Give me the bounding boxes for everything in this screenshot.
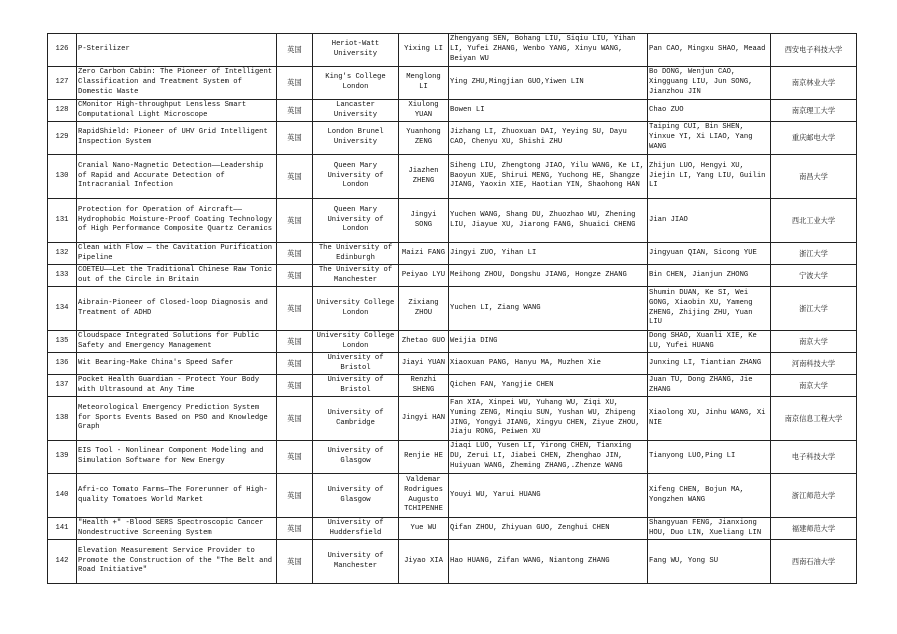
university-cell: The University of Manchester	[313, 265, 399, 287]
chinese-university-cell: 西北工业大学	[771, 199, 857, 243]
advisors-cell: Junxing LI, Tiantian ZHANG	[648, 353, 771, 375]
table-row	[48, 353, 857, 375]
university-cell: University of Manchester	[313, 540, 399, 584]
advisors-cell: Xiaolong XU, Jinhu WANG, Xi NIE	[648, 397, 771, 441]
university-cell: Heriot-Watt University	[313, 34, 399, 67]
table-row	[48, 540, 857, 584]
row-number-cell: 140	[48, 474, 77, 518]
country-cell: 英国	[277, 122, 313, 155]
team-members-cell: Fan XIA, Xinpei WU, Yuhang WU, Ziqi XU, Yuming ZENG, Minqiu SUN, Yushan WU, Zhipeng JING, Yongyi JIANG, Xingyu CHEN, Ziyue ZHOU, Jiaju RONG, Peiwen XU	[449, 397, 648, 441]
country-cell: 英国	[277, 67, 313, 100]
advisors-cell: Fang WU, Yong SU	[648, 540, 771, 584]
country-cell: 英国	[277, 441, 313, 474]
row-number-cell: 130	[48, 155, 77, 199]
project-table	[47, 33, 857, 584]
row-number-cell: 135	[48, 331, 77, 353]
project-title-cell: Cloudspace Integrated Solutions for Public Safety and Emergency Management	[77, 331, 277, 353]
project-title-cell: P-Sterilizer	[77, 34, 277, 67]
chinese-university-cell: 南昌大学	[771, 155, 857, 199]
project-title-cell: "Health +" -Blood SERS Spectroscopic Cancer Nondestructive Screening System	[77, 518, 277, 540]
advisors-cell: Chao ZUO	[648, 100, 771, 122]
team-members-cell: Jizhang LI, Zhuoxuan DAI, Yeying SU, Dayu CAO, Chenyu XU, Shishi ZHU	[449, 122, 648, 155]
university-cell: King's College London	[313, 67, 399, 100]
advisors-cell: Pan CAO, Mingxu SHAO, Meaad	[648, 34, 771, 67]
university-cell: University of Bristol	[313, 353, 399, 375]
table-row	[48, 518, 857, 540]
team-leader-cell: Renzhi SHENG	[399, 375, 449, 397]
team-members-cell: Meihong ZHOU, Dongshu JIANG, Hongze ZHANG	[449, 265, 648, 287]
project-title-cell: Pocket Health Guardian - Protect Your Body with Ultrasound at Any Time	[77, 375, 277, 397]
university-cell: University of Bristol	[313, 375, 399, 397]
advisors-cell: Jingyuan QIAN, Sicong YUE	[648, 243, 771, 265]
team-members-cell: Qifan ZHOU, Zhiyuan GUO, Zenghui CHEN	[449, 518, 648, 540]
team-members-cell: Zhengyang SEN, Bohang LIU, Siqiu LIU, Yihan LI, Yufei ZHANG, Wenbo YANG, Xinyu WANG, Beiyan WU	[449, 34, 648, 67]
university-cell: Lancaster University	[313, 100, 399, 122]
chinese-university-cell: 南京大学	[771, 331, 857, 353]
project-title-cell: Protection for Operation of Aircraft——Hydrophobic Moisture-Proof Coating Technology of High Performance Composite Quartz Ceramics	[77, 199, 277, 243]
project-title-cell: Clean with Flow — the Cavitation Purification Pipeline	[77, 243, 277, 265]
project-title-cell: Cranial Nano-Magnetic Detection——Leadership of Rapid and Accurate Detection of Intracranial Infection	[77, 155, 277, 199]
row-number-cell: 137	[48, 375, 77, 397]
row-number-cell: 126	[48, 34, 77, 67]
row-number-cell: 132	[48, 243, 77, 265]
team-leader-cell: Yuanhong ZENG	[399, 122, 449, 155]
advisors-cell: Shangyuan FENG, Jianxiong HOU, Duo LIN, Xueliang LIN	[648, 518, 771, 540]
team-leader-cell: Yue WU	[399, 518, 449, 540]
team-leader-cell: Jiazhen ZHENG	[399, 155, 449, 199]
table-row	[48, 199, 857, 243]
row-number-cell: 133	[48, 265, 77, 287]
team-leader-cell: Zhetao GUO	[399, 331, 449, 353]
country-cell: 英国	[277, 397, 313, 441]
table-row	[48, 243, 857, 265]
project-title-cell: CMonitor High-throughput Lensless Smart Computational Light Microscope	[77, 100, 277, 122]
country-cell: 英国	[277, 199, 313, 243]
table-row	[48, 122, 857, 155]
row-number-cell: 136	[48, 353, 77, 375]
chinese-university-cell: 电子科技大学	[771, 441, 857, 474]
team-leader-cell: Renjie HE	[399, 441, 449, 474]
advisors-cell: Tianyong LUO,Ping LI	[648, 441, 771, 474]
chinese-university-cell: 浙江大学	[771, 287, 857, 331]
project-title-cell: Elevation Measurement Service Provider to Promote the Construction of the "The Belt and Road Initiative"	[77, 540, 277, 584]
advisors-cell: Xifeng CHEN, Bojun MA, Yongzhen WANG	[648, 474, 771, 518]
table-row	[48, 67, 857, 100]
chinese-university-cell: 浙江师范大学	[771, 474, 857, 518]
team-leader-cell: Jiyao XIA	[399, 540, 449, 584]
table-row	[48, 441, 857, 474]
project-title-cell: COETEU——Let the Traditional Chinese Raw Tonic out of the Circle in Britain	[77, 265, 277, 287]
advisors-cell: Shumin DUAN, Ke SI, Wei GONG, Xiaobin XU, Yameng ZHENG, Zhijing ZHU, Yuan LIU	[648, 287, 771, 331]
country-cell: 英国	[277, 34, 313, 67]
university-cell: Queen Mary University of London	[313, 199, 399, 243]
university-cell: University College London	[313, 287, 399, 331]
row-number-cell: 142	[48, 540, 77, 584]
advisors-cell: Taiping CUI, Bin SHEN, Yinxue YI, Xi LIAO, Yang WANG	[648, 122, 771, 155]
team-members-cell: Jiaqi LUO, Yusen LI, Yirong CHEN, Tianxing DU, Zerui LI, Jiabei CHEN, Zhenghao JIN, Huiyuan WANG, Zheming ZHANG,.Zhenze WANG	[449, 441, 648, 474]
team-leader-cell: Peiyao LYU	[399, 265, 449, 287]
team-leader-cell: Jingyi SONG	[399, 199, 449, 243]
table-row	[48, 155, 857, 199]
row-number-cell: 139	[48, 441, 77, 474]
row-number-cell: 127	[48, 67, 77, 100]
chinese-university-cell: 西安电子科技大学	[771, 34, 857, 67]
team-members-cell: Siheng LIU, Zhengtong JIAO, Yilu WANG, Ke LI, Baoyun XUE, Shirui MENG, Yuchong HE, Shangze JIANG, Yaoxin XIE, Haotian YIN, Shaohong HAN	[449, 155, 648, 199]
chinese-university-cell: 南京理工大学	[771, 100, 857, 122]
university-cell: University of Huddersfield	[313, 518, 399, 540]
team-leader-cell: Zixiang ZHOU	[399, 287, 449, 331]
team-leader-cell: Maizi FANG	[399, 243, 449, 265]
advisors-cell: Bin CHEN, Jianjun ZHONG	[648, 265, 771, 287]
team-leader-cell: Yixing LI	[399, 34, 449, 67]
team-leader-cell: Menglong LI	[399, 67, 449, 100]
table-row	[48, 100, 857, 122]
team-members-cell: Hao HUANG, Zifan WANG, Niantong ZHANG	[449, 540, 648, 584]
project-title-cell: Afri-co Tomato Farms—The Forerunner of High-quality Tomatoes World Market	[77, 474, 277, 518]
project-title-cell: EIS Tool - Nonlinear Component Modeling and Simulation Software for New Energy	[77, 441, 277, 474]
team-members-cell: Jingyi ZUO, Yihan LI	[449, 243, 648, 265]
chinese-university-cell: 南京信息工程大学	[771, 397, 857, 441]
team-members-cell: Yuchen WANG, Shang DU, Zhuozhao WU, Zhening LIU, Jiayue XU, Jiarong FANG, Shuaici CHENG	[449, 199, 648, 243]
table-body	[48, 34, 857, 584]
country-cell: 英国	[277, 540, 313, 584]
chinese-university-cell: 重庆邮电大学	[771, 122, 857, 155]
country-cell: 英国	[277, 331, 313, 353]
country-cell: 英国	[277, 243, 313, 265]
university-cell: The University of Edinburgh	[313, 243, 399, 265]
team-leader-cell: Valdemar Rodrigues Augusto TCHIPENHE	[399, 474, 449, 518]
team-members-cell: Bowen LI	[449, 100, 648, 122]
project-title-cell: Aibrain-Pioneer of Closed-loop Diagnosis and Treatment of ADHD	[77, 287, 277, 331]
country-cell: 英国	[277, 375, 313, 397]
row-number-cell: 129	[48, 122, 77, 155]
team-leader-cell: Jingyi HAN	[399, 397, 449, 441]
table-row	[48, 34, 857, 67]
row-number-cell: 138	[48, 397, 77, 441]
country-cell: 英国	[277, 265, 313, 287]
table-row	[48, 265, 857, 287]
university-cell: Queen Mary University of London	[313, 155, 399, 199]
project-title-cell: Meteorological Emergency Prediction System for Sports Events Based on PSO and Knowledge Graph	[77, 397, 277, 441]
university-cell: University of Glasgow	[313, 474, 399, 518]
country-cell: 英国	[277, 474, 313, 518]
team-members-cell: Qichen FAN, Yangjie CHEN	[449, 375, 648, 397]
project-title-cell: RapidShield: Pioneer of UHV Grid Intelligent Inspection System	[77, 122, 277, 155]
chinese-university-cell: 西南石油大学	[771, 540, 857, 584]
table-row	[48, 375, 857, 397]
university-cell: London Brunel University	[313, 122, 399, 155]
team-leader-cell: Jiayi YUAN	[399, 353, 449, 375]
table-row	[48, 287, 857, 331]
advisors-cell: Dong SHAO, Xuanli XIE, Ke LU, Yufei HUANG	[648, 331, 771, 353]
row-number-cell: 134	[48, 287, 77, 331]
advisors-cell: Bo DONG, Wenjun CAO, Xingguang LIU, Jun SONG, Jianzhou JIN	[648, 67, 771, 100]
university-cell: University of Cambridge	[313, 397, 399, 441]
project-title-cell: Wit Bearing-Make China's Speed Safer	[77, 353, 277, 375]
advisors-cell: Zhijun LUO, Hengyi XU, Jiejin LI, Yang LIU, Guilin LI	[648, 155, 771, 199]
university-cell: University of Glasgow	[313, 441, 399, 474]
university-cell: University College London	[313, 331, 399, 353]
table-row	[48, 397, 857, 441]
chinese-university-cell: 浙江大学	[771, 243, 857, 265]
advisors-cell: Jian JIAO	[648, 199, 771, 243]
project-title-cell: Zero Carbon Cabin: The Pioneer of Intelligent Classification and Treatment System of Domestic Waste	[77, 67, 277, 100]
row-number-cell: 131	[48, 199, 77, 243]
country-cell: 英国	[277, 518, 313, 540]
team-members-cell: Ying ZHU,Mingjian GUO,Yiwen LIN	[449, 67, 648, 100]
team-members-cell: Weijia DING	[449, 331, 648, 353]
team-leader-cell: Xiulong YUAN	[399, 100, 449, 122]
chinese-university-cell: 河南科技大学	[771, 353, 857, 375]
chinese-university-cell: 南京林业大学	[771, 67, 857, 100]
advisors-cell: Juan TU, Dong ZHANG, Jie ZHANG	[648, 375, 771, 397]
chinese-university-cell: 南京大学	[771, 375, 857, 397]
country-cell: 英国	[277, 100, 313, 122]
country-cell: 英国	[277, 287, 313, 331]
country-cell: 英国	[277, 353, 313, 375]
team-members-cell: Yuchen LI, Ziang WANG	[449, 287, 648, 331]
table-row	[48, 474, 857, 518]
country-cell: 英国	[277, 155, 313, 199]
team-members-cell: Xiaoxuan PANG, Hanyu MA, Muzhen Xie	[449, 353, 648, 375]
chinese-university-cell: 福建师范大学	[771, 518, 857, 540]
table-row	[48, 331, 857, 353]
team-members-cell: Youyi WU, Yarui HUANG	[449, 474, 648, 518]
row-number-cell: 128	[48, 100, 77, 122]
row-number-cell: 141	[48, 518, 77, 540]
chinese-university-cell: 宁波大学	[771, 265, 857, 287]
